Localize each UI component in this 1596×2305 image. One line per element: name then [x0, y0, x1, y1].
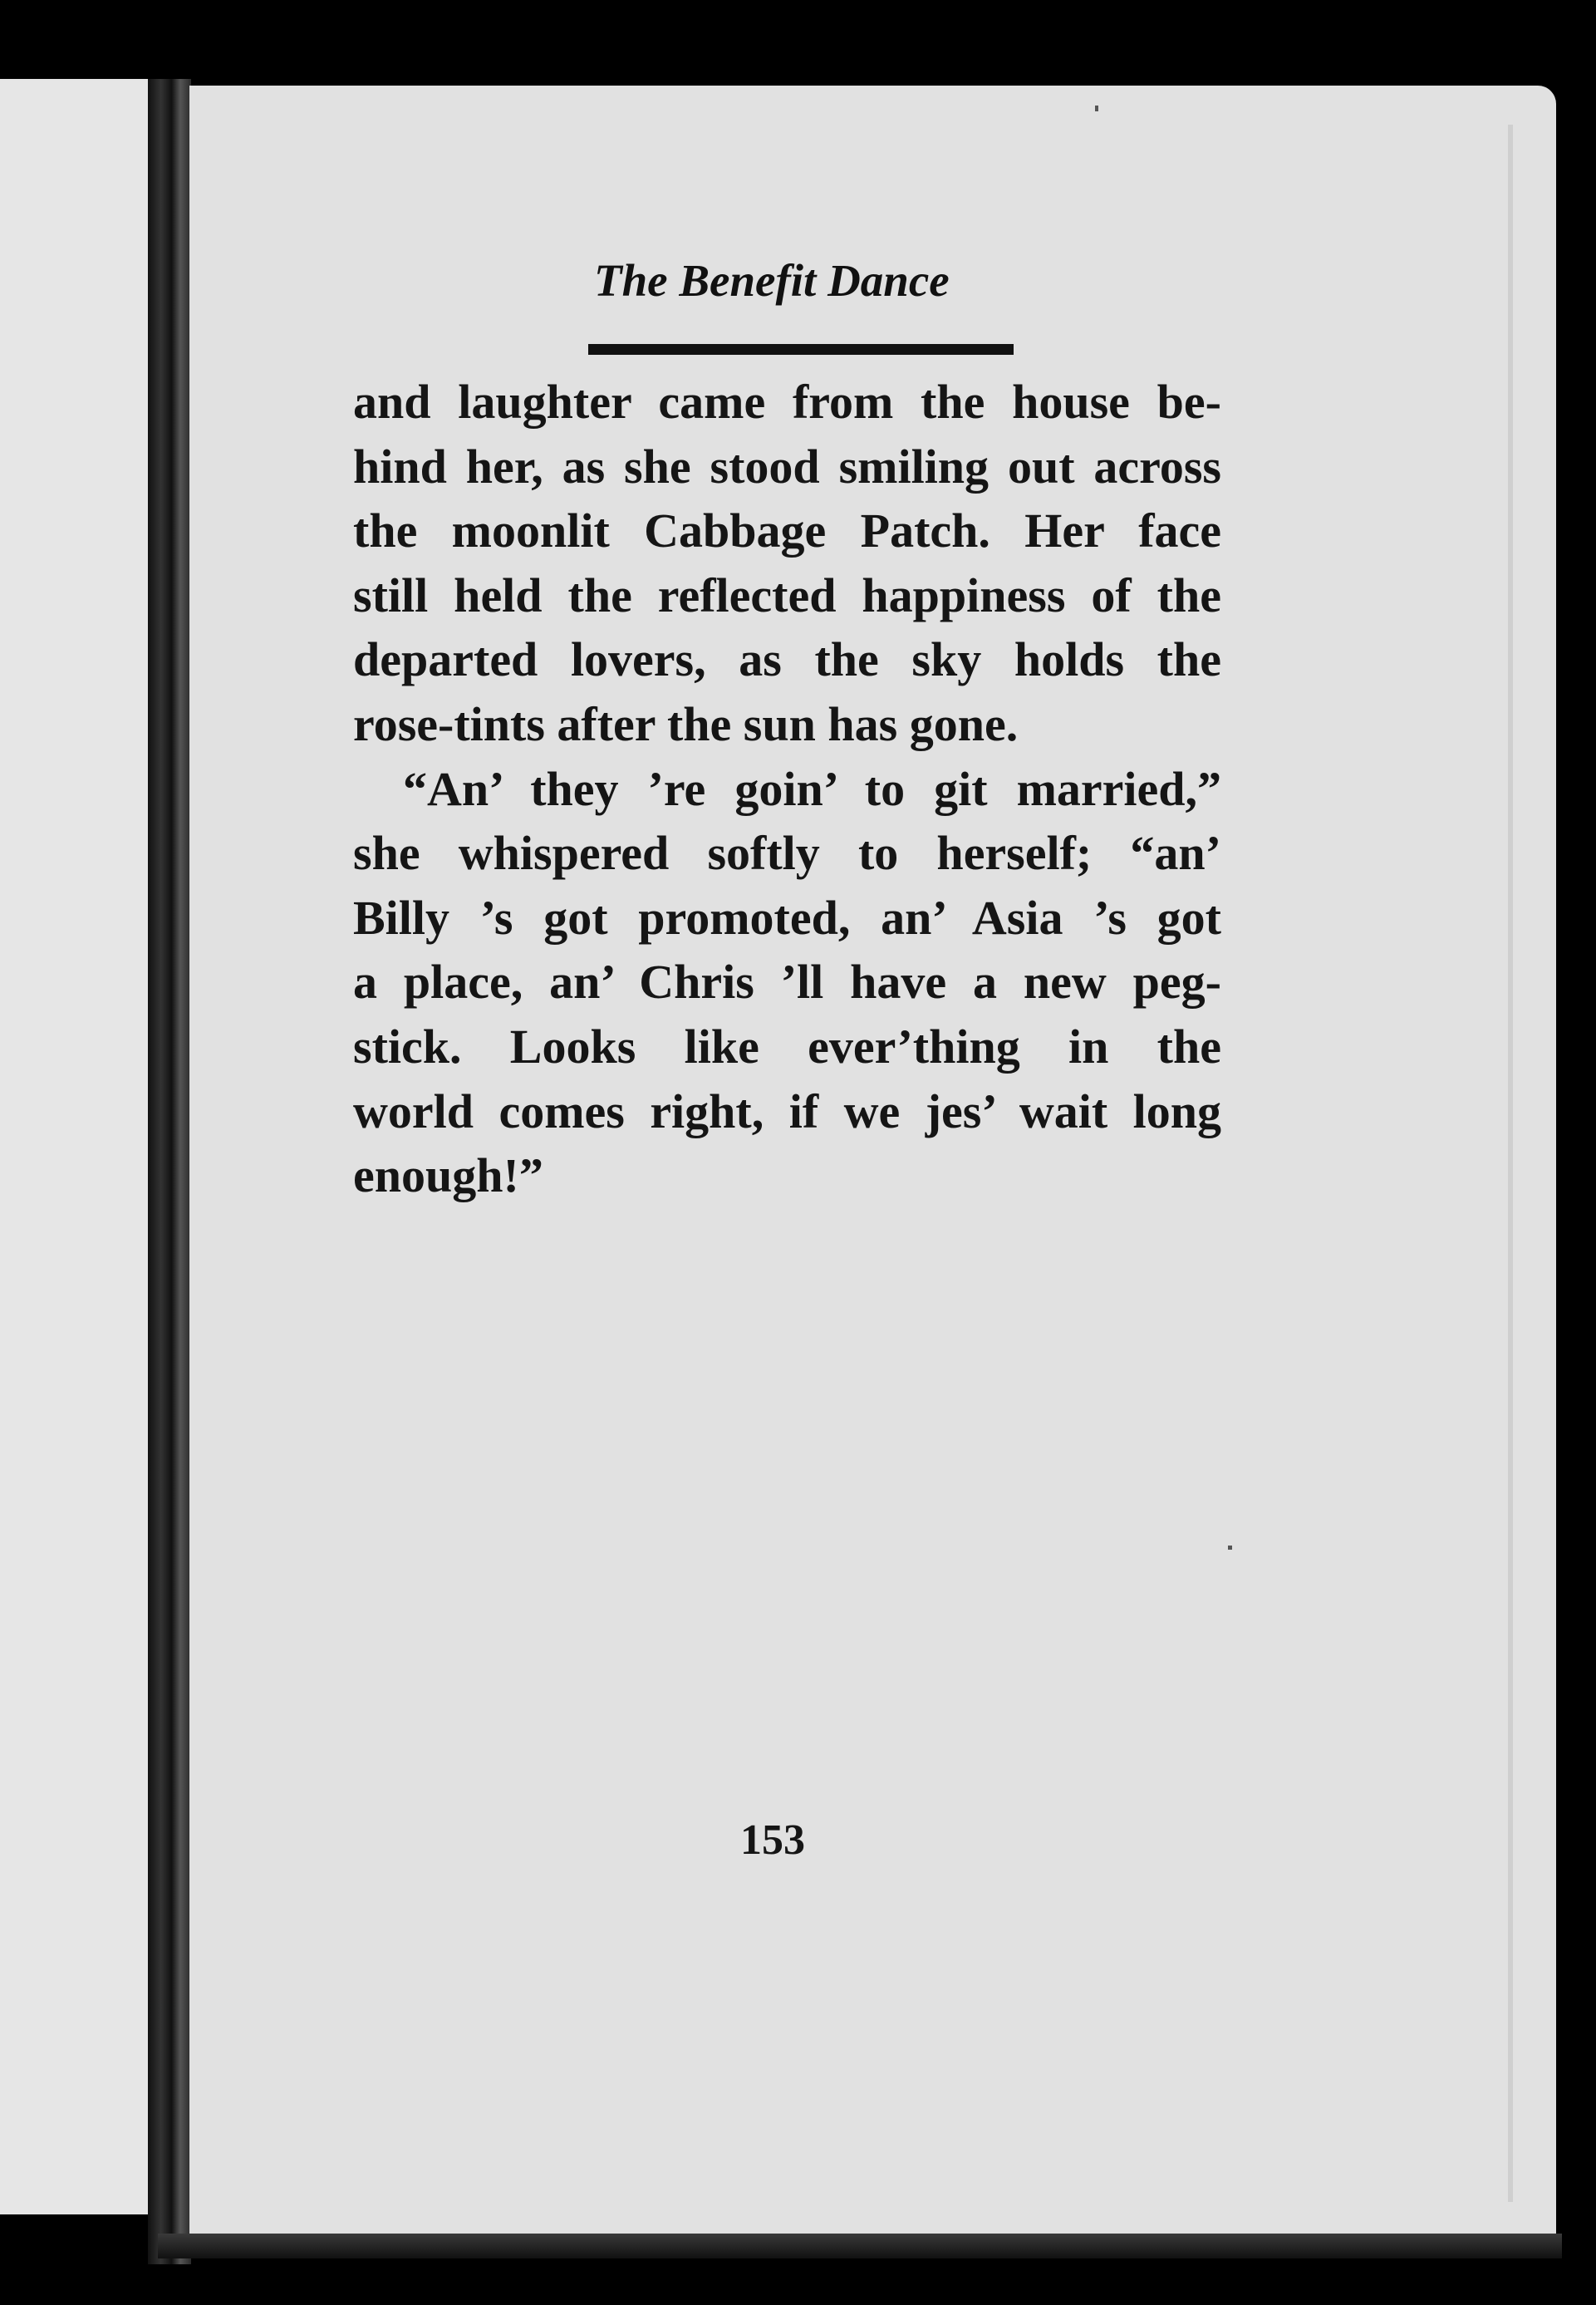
page-edge-shadow — [1508, 125, 1513, 2202]
book-gutter — [148, 79, 191, 2264]
text-line: Billy ’s got promoted, an’ Asia ’s got — [353, 890, 1221, 945]
body-text — [353, 370, 1221, 1208]
text-line: rose-tints after the sun has gone. — [353, 696, 1019, 751]
page-bottom-edge — [158, 2234, 1562, 2258]
text-line: hind her, as she stood smiling out across — [353, 439, 1221, 494]
text-line: she whispered softly to herself; “an’ — [353, 826, 1221, 881]
text-line: and laughter came from the house be- — [353, 375, 1221, 429]
scan-speck — [1228, 1546, 1232, 1550]
text-line: enough!” — [353, 1148, 543, 1203]
facing-page-edge — [0, 79, 150, 2214]
scan-speck — [1095, 106, 1098, 111]
text-line: still held the reflected happiness of the — [353, 568, 1221, 622]
text-line: a place, an’ Chris ’ll have a new peg- — [353, 955, 1221, 1010]
text-line: stick. Looks like ever’thing in the — [353, 1019, 1221, 1074]
text-line: departed lovers, as the sky holds the — [353, 632, 1221, 687]
page-number: 153 — [740, 1816, 805, 1864]
running-head: The Benefit Dance — [594, 255, 950, 306]
text-line: “An’ they ’re goin’ to git married,” — [403, 761, 1221, 816]
header-rule — [588, 344, 1014, 355]
text-line: the moonlit Cabbage Patch. Her face — [353, 504, 1221, 558]
text-line: world comes right, if we jes’ wait long — [353, 1084, 1221, 1138]
